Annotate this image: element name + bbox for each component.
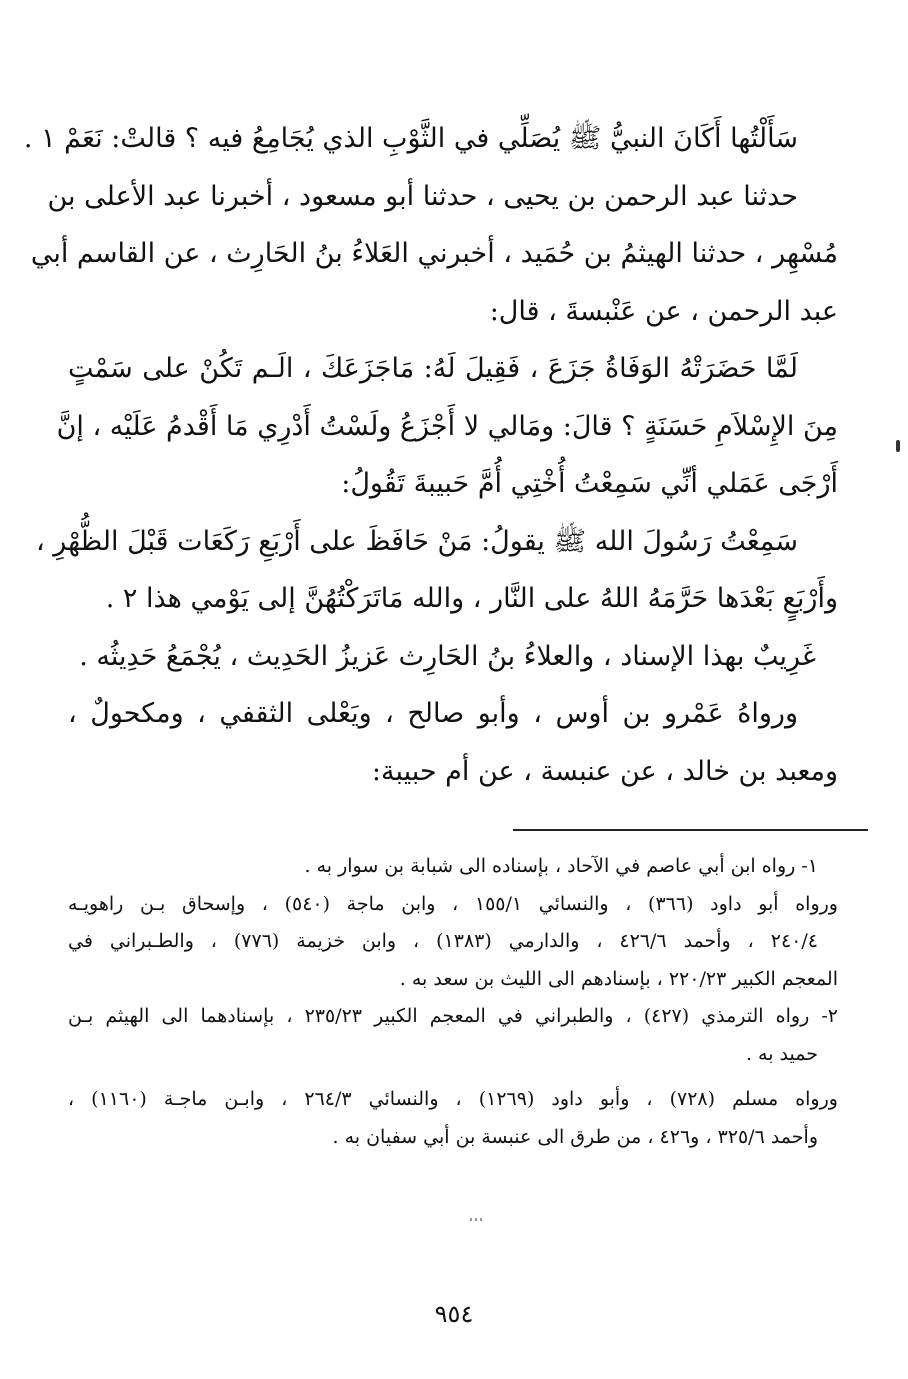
footnotes-block (68, 848, 838, 1156)
text-line: مُسْهِر ، حدثنا الهيثمُ بن حُمَيد ، أخبرني العَلاءُ بنُ الحَارِث ، عن القاسم أبي (30, 238, 838, 269)
text-line: ومعبد بن خالد ، عن عنبسة ، عن أم حبيبة: (371, 755, 838, 787)
text-line: سَمِعْتُ رَسُولَ الله ﷺ يقولُ: مَنْ حَافَظَ على أَرْبَعِ رَكَعَات قَبْلَ الظُّهْرِ ، (35, 525, 798, 557)
footnote-line: ١- رواه ابن أبي عاصم في الآحاد ، بإسناده الى شبابة بن سوار به . (304, 855, 818, 877)
footnote-divider (513, 829, 868, 831)
text-line: عبد الرحمن ، عن عَنْبسةَ ، قال: (489, 295, 838, 327)
footnote-line: ورواه مسلم (٧٢٨) ، وأبو داود (١٢٦٩) ، والنسائي ٢٦٤/٣ ، وابـن ماجـة (١١٦٠) ، (68, 1088, 838, 1110)
footnote-line: ٢- رواه الترمذي (٤٢٧) ، والطبراني في المعجم الكبير ٢٣٥/٢٣ ، بإسنادهما الى الهيثم بـن (68, 1005, 839, 1027)
footnote-line: وأحمد ٣٢٥/٦ ، و٤٢٦ ، من طرق الى عنبسة بن أبي سفيان به . (332, 1125, 818, 1148)
text-line: لَمَّا حَضَرَتْهُ الوَفَاةُ جَزَعَ ، فَقِيلَ لَهُ: مَاجَزَعَكَ ، الَـم تَكُنْ على سَمْتٍ (68, 353, 798, 384)
text-line: حدثنا عبد الرحمن بن يحيى ، حدثنا أبو مسعود ، أخبرنا عبد الأعلى بن (47, 180, 798, 212)
main-text-block (23, 110, 838, 800)
footnote-line: ورواه أبو داود (٣٦٦) ، والنسائي ١٥٥/١ ، وابن ماجة (٥٤٠) ، وإسحاق بـن راهويـه (68, 892, 838, 915)
text-line: ورواهُ عَمْرو بن أوس ، وأبو صالح ، ويَعْلى الثقفي ، ومكحولٌ ، (68, 698, 798, 729)
scan-edge-mark (896, 440, 900, 452)
text-line: أَرْجَى عَمَلي أنِّي سَمِعْتُ أُخْتِي أُمَّ حَبيبةَ تَقُولُ: (341, 468, 838, 499)
text-line: غَرِيبٌ بهذا الإسناد ، والعلاءُ بنُ الحَارِث عَزيزُ الحَدِيث ، يُجْمَعُ حَدِيثُه . (79, 640, 816, 672)
scan-speck (470, 1218, 484, 1221)
text-line: سَأَلْتُها أَكَانَ النبيُّ ﷺ يُصَلِّي في الثَّوْبِ الذي يُجَامِعُ فيه ؟ قالتْ: نَعَمْ ١ . (23, 123, 798, 154)
footnote-line: حميد به . (745, 1042, 818, 1065)
text-line: وأَرْبَعٍ بَعْدَها حَرَّمَهُ اللهُ على النَّار ، والله مَاتَرَكْتُهُنَّ إلى يَوْمي هذا ٢ . (105, 583, 838, 614)
text-line: مِنَ الإِسْلاَمِ حَسَنَةٍ ؟ قالَ: ومَالي لا أَجْزَعُ ولَسْتُ أَدْرِي مَا أَقْدمُ عَلَيْه ، إنَّ (56, 410, 838, 442)
footnote-line: المعجم الكبير ٢٢٠/٢٣ ، بإسنادهم الى الليث بن سعد به . (399, 967, 838, 990)
page-number: ٩٥٤ (434, 1300, 474, 1328)
footnote-line: ٢٤٠/٤ ، وأحمد ٤٢٦/٦ ، والدارمي (١٣٨٣) ، وابن خزيمة (٧٧٦) ، والطـبراني في (68, 930, 818, 952)
